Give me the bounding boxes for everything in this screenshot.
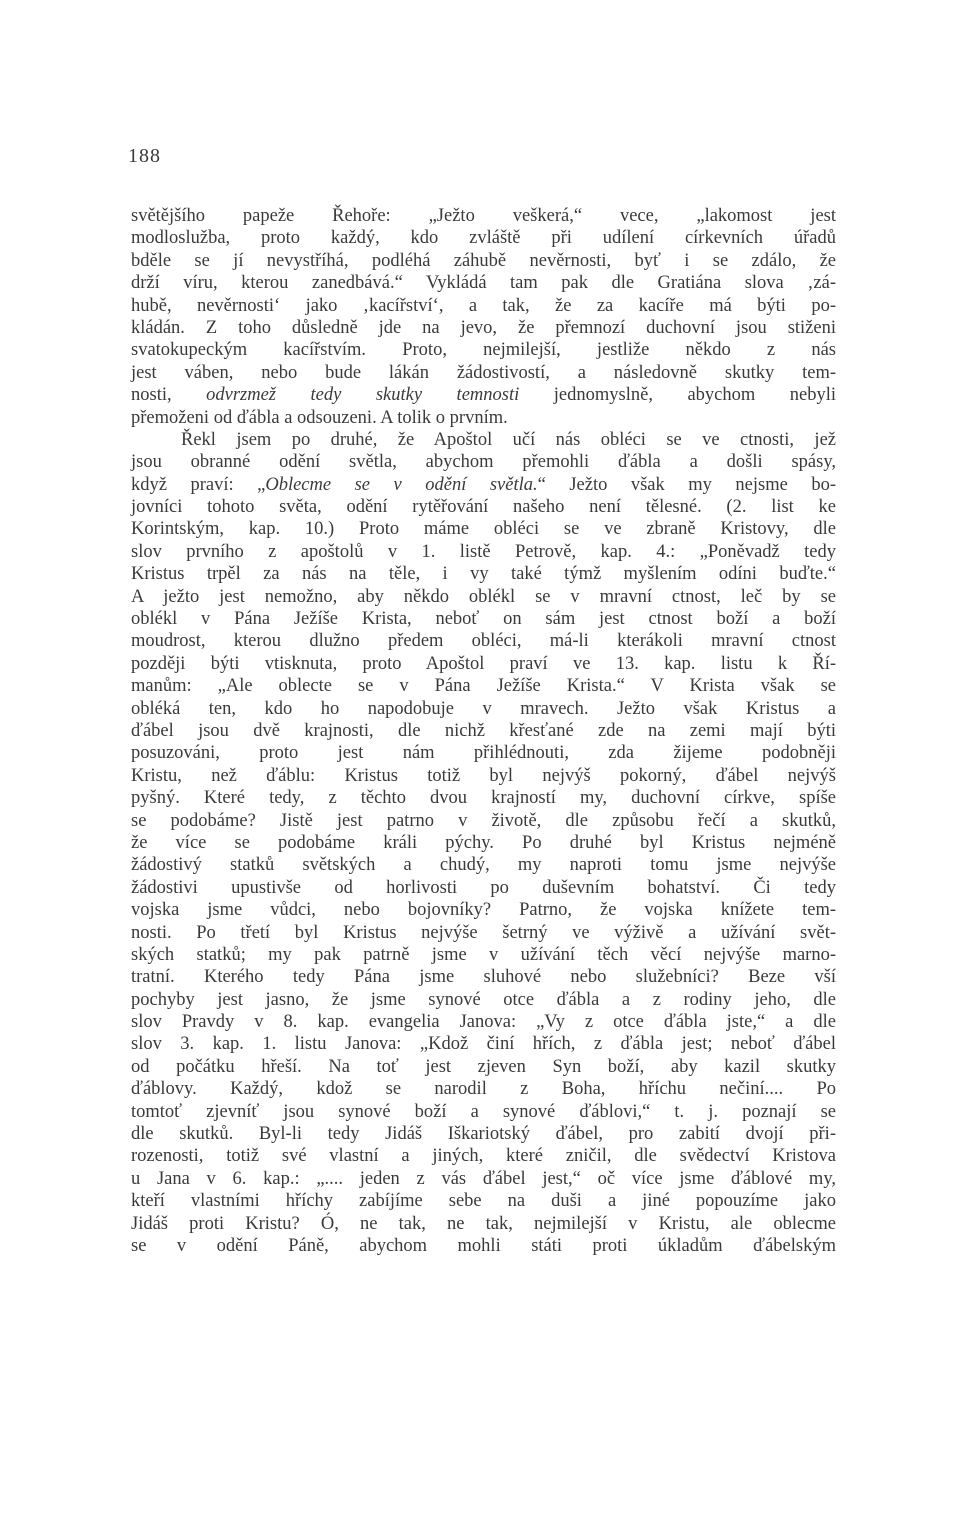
- body-text: [131, 205, 836, 1257]
- text-line: kteří vlastními hříchy zabíjíme sebe na duši a jiné popouzíme jako: [131, 1191, 836, 1212]
- text-line: [131, 384, 836, 406]
- text-line: jest váben, nebo bude lákán žádostivostí, a následovně skutky tem-: [131, 362, 836, 383]
- text-line: Korintským, kap. 10.) Proto máme obléci se ve zbraně Kristovy, dle: [131, 519, 836, 540]
- text-line: vojska jsme vůdci, nebo bojovníky? Patrno, že vojska knížete tem-: [131, 900, 836, 921]
- text-line: jsou obranné odění světla, abychom přemohli ďábla a došli spásy,: [131, 452, 836, 473]
- text-line: Jidáš proti Kristu? Ó, ne tak, ne tak, nejmilejší v Kristu, ale oblecme: [131, 1213, 836, 1234]
- text-line: ďáblovy. Každý, kdož se narodil z Boha, hříchu nečiní.... Po: [131, 1079, 836, 1100]
- text-line: Řekl jsem po druhé, že Apoštol učí nás obléci se ve ctnosti, jež: [181, 429, 836, 450]
- text-segment: nosti,: [131, 385, 207, 406]
- text-line: modloslužba, proto každý, kdo zvláště při udílení církevních úřadů: [131, 228, 836, 249]
- text-line: pochyby jest jasno, že jsme synové otce ďábla a z rodiny jeho, dle: [131, 989, 836, 1010]
- text-line: manům: „Ale oblecte se v Pána Ježíše Krista.“ V Krista však se: [131, 676, 836, 697]
- text-line: tratní. Kterého tedy Pána jsme sluhové nebo služebníci? Beze vší: [131, 967, 836, 988]
- text-line: u Jana v 6. kap.: „.... jeden z vás ďábel jest,“ oč více jsme ďáblové my,: [131, 1168, 836, 1189]
- emphasized-quote: odvrzmež tedy skutky temnosti: [206, 385, 520, 406]
- text-line: Kristus trpěl za nás na těle, i vy také týmž myšlením odíni buďte.“: [131, 564, 836, 585]
- text-line: moudrost, kterou dlužno předem obléci, má-li kterákoli mravní ctnost: [131, 631, 836, 652]
- text-line: svatokupeckým kacířstvím. Proto, nejmilejší, jestliže někdo z nás: [131, 340, 836, 361]
- text-line: [131, 474, 836, 496]
- emphasized-quote: Oblecme se v odění světla.: [265, 474, 538, 495]
- text-line: ských statků; my pak patrně jsme v užívání těch věcí nejvýše marno-: [131, 944, 836, 965]
- text-line: ďábel jsou dvě krajnosti, dle nichž křesťané zde na zemi mají býti: [131, 720, 836, 741]
- text-line: žádostivý statků světských a chudý, my naproti tomu jsme nejvýše: [131, 855, 836, 876]
- text-line: bděle se jí nevystříhá, podléhá záhubě nevěrnosti, byť i se zdálo, že: [131, 250, 836, 271]
- text-line: Kristu, než ďáblu: Kristus totiž byl nejvýš pokorný, ďábel nejvýš: [131, 765, 836, 786]
- text-line: tomtoť zjevníť jsou synové boží a synové ďáblovi,“ t. j. poznají se: [131, 1101, 836, 1122]
- text-line: drží víru, kterou zanedbává.“ Vykládá tam pak dle Gratiána slova ‚zá-: [131, 273, 836, 294]
- text-line: dle skutků. Byl-li tedy Jidáš Iškariotský ďábel, pro zabití dvojí při-: [131, 1124, 836, 1145]
- text-line: přemoženi od ďábla a odsouzeni. A tolik o prvním.: [131, 407, 508, 428]
- text-line: hubě, nevěrnosti‘ jako ‚kacířství‘, a tak, že za kacíře má býti po-: [131, 295, 836, 316]
- text-line: od počátku hřeší. Na toť jest zjeven Syn boží, aby kazil skutky: [131, 1056, 836, 1077]
- text-line: posuzováni, proto jest nám přihlédnouti, zda žijeme podobněji: [131, 743, 836, 764]
- text-line: slov prvního z apoštolů v 1. listě Petrově, kap. 4.: „Poněvadž tedy: [131, 541, 836, 562]
- text-line: se podobáme? Jistě jest patrno v životě, dle způsobu řečí a skutků,: [131, 810, 836, 831]
- text-line: kládán. Z toho důsledně jde na jevo, že přemnozí duchovní jsou stiženi: [131, 317, 836, 338]
- text-line: rozenosti, totiž své vlastní a jiných, které zničil, dle svědectví Kristova: [131, 1146, 836, 1167]
- page-number: 188: [128, 145, 161, 167]
- text-line: světějšího papeže Řehoře: „Ježto veškerá,“ vece, „lakomost jest: [131, 206, 836, 226]
- text-line: že více se podobáme králi pýchy. Po druhé byl Kristus nejméně: [131, 832, 836, 853]
- text-line: A ježto jest nemožno, aby někdo oblékl se v mravní ctnost, leč by se: [131, 586, 836, 607]
- text-line: pyšný. Které tedy, z těchto dvou krajností my, duchovní církve, spíše: [131, 788, 836, 809]
- text-line: oblékl v Pána Ježíše Krista, neboť on sám jest ctnost boží a boží: [131, 609, 836, 630]
- text-line: slov 3. kap. 1. listu Janova: „Kdož činí hřích, z ďábla jest; neboť ďábel: [131, 1034, 836, 1055]
- text-line: žádostivi upustivše od horlivosti po duševním bohatství. Či tedy: [131, 877, 836, 898]
- text-segment: když praví: „: [131, 474, 266, 495]
- text-line: později býti vtisknuta, proto Apoštol praví ve 13. kap. listu k Ří-: [131, 653, 836, 674]
- text-segment: “ Ježto však my nejsme bo-: [537, 474, 836, 495]
- text-line: jovníci tohoto světa, odění rytěřování našeho není tělesné. (2. list ke: [131, 497, 836, 518]
- text-line: se v odění Páně, abychom mohli státi proti úkladům ďábelským: [131, 1235, 836, 1256]
- text-line: obléká ten, kdo ho napodobuje v mravech. Ježto však Kristus a: [131, 698, 836, 719]
- text-line: nosti. Po třetí byl Kristus nejvýše šetrný ve výživě a užívání svět-: [131, 922, 836, 943]
- text-line: slov Pravdy v 8. kap. evangelia Janova: „Vy z otce ďábla jste,“ a dle: [131, 1012, 836, 1033]
- text-segment: jednomyslně, abychom nebyli: [519, 385, 837, 406]
